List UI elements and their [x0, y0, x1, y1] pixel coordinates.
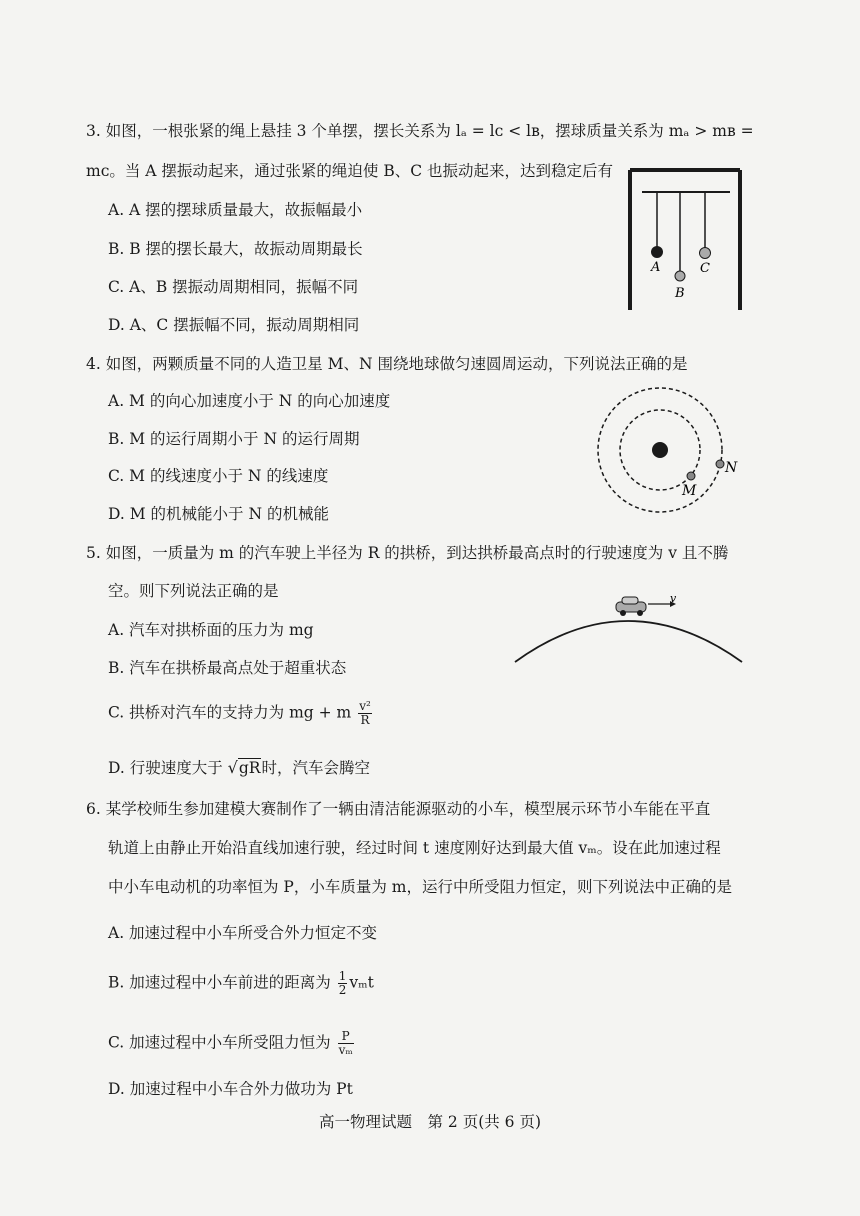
label-c: C — [700, 261, 710, 276]
q5-option-d-text: D. 行驶速度大于 — [108, 759, 228, 777]
q6-option-b-tail: vₘt — [349, 973, 374, 992]
q4-option-c: C. M 的线速度小于 N 的线速度 — [108, 467, 329, 485]
q5-option-c-text: C. 拱桥对汽车的支持力为 mg + m — [108, 703, 352, 722]
q5-option-d-tail: 时，汽车会腾空 — [261, 759, 370, 777]
satellite-orbit-figure — [590, 380, 740, 520]
label-m: M — [682, 483, 697, 499]
q5-stem-line2: 空。则下列说法正确的是 — [108, 582, 279, 600]
pendulum-figure — [620, 165, 750, 315]
q6-stem-line2: 轨道上由静止开始沿直线加速行驶，经过时间 t 速度刚好达到最大值 vₘ。设在此加速过程 — [108, 839, 721, 857]
q5-option-d — [108, 757, 370, 779]
label-b: B — [675, 286, 685, 301]
q6-option-b-text: B. 加速过程中小车前进的距离为 — [108, 973, 331, 992]
satellite-n — [716, 460, 724, 468]
q6-option-c-denominator: vₘ — [338, 1043, 353, 1057]
q3-option-b: B. B 摆的摆长最大，故振动周期最长 — [108, 240, 363, 258]
q5-option-c-fraction — [358, 700, 372, 727]
q6-option-c-text: C. 加速过程中小车所受阻力恒为 — [108, 1033, 331, 1052]
q5-option-b: B. 汽车在拱桥最高点处于超重状态 — [108, 659, 347, 677]
q6-option-b — [108, 970, 374, 997]
q6-option-c-fraction — [338, 1030, 354, 1057]
q6-option-b-fraction — [338, 970, 348, 997]
q3-option-d: D. A、C 摆振幅不同，振动周期相同 — [108, 316, 360, 334]
q5-option-c — [108, 700, 374, 727]
pendulum-ball-a — [651, 246, 663, 258]
earth — [652, 442, 668, 458]
q6-stem-line1: 6. 某学校师生参加建模大赛制作了一辆由清洁能源驱动的小车，模型展示环节小车能在平直 — [86, 800, 711, 818]
label-a: A — [651, 260, 661, 275]
satellite-m — [687, 472, 695, 480]
q6-option-b-denominator: 2 — [338, 983, 347, 997]
q5-option-c-numerator: v² — [359, 699, 371, 713]
q6-option-a: A. 加速过程中小车所受合外力恒定不变 — [108, 924, 378, 942]
q5-option-c-denominator: R — [360, 713, 370, 727]
q3-option-a: A. A 摆的摆球质量最大，故振幅最小 — [108, 201, 363, 219]
sqrt-sign: √ — [227, 758, 238, 777]
q3-stem-line1: 3. 如图，一根张紧的绳上悬挂 3 个单摆，摆长关系为 lₐ = lᴄ < lʙ，摆球质量关系为 mₐ > mʙ = — [86, 122, 754, 140]
car-icon — [616, 597, 646, 616]
q5-stem-line1: 5. 如图，一质量为 m 的汽车驶上半径为 R 的拱桥，到达拱桥最高点时的行驶速度为 v 且不腾 — [86, 544, 729, 562]
arch-bridge-figure — [510, 590, 750, 670]
bridge-arc — [515, 621, 742, 662]
q6-option-c-numerator: P — [338, 1030, 354, 1044]
q4-option-a: A. M 的向心加速度小于 N 的向心加速度 — [108, 392, 391, 410]
q6-option-b-numerator: 1 — [338, 969, 347, 983]
q5-option-a: A. 汽车对拱桥面的压力为 mg — [108, 621, 314, 639]
q4-option-d: D. M 的机械能小于 N 的机械能 — [108, 505, 329, 523]
pendulum-ball-c — [700, 248, 711, 259]
q4-option-b: B. M 的运行周期小于 N 的运行周期 — [108, 430, 360, 448]
label-n: N — [725, 460, 738, 476]
q6-stem-line3: 中小车电动机的功率恒为 P，小车质量为 m，运行中所受阻力恒定，则下列说法中正确的是 — [108, 878, 732, 896]
q5-option-d-radicand: gR — [238, 759, 261, 777]
q4-stem: 4. 如图，两颗质量不同的人造卫星 M、N 围绕地球做匀速圆周运动，下列说法正确的是 — [86, 355, 688, 373]
pendulum-ball-b — [675, 271, 685, 281]
page-footer: 高一物理试题 第 2 页(共 6 页) — [318, 1113, 542, 1131]
q3-option-c: C. A、B 摆振动周期相同，振幅不同 — [108, 278, 359, 296]
label-v: v — [670, 592, 677, 605]
q6-option-d: D. 加速过程中小车合外力做功为 Pt — [108, 1080, 353, 1098]
q3-stem-line2: mᴄ。当 A 摆振动起来，通过张紧的绳迫使 B、C 也振动起来，达到稳定后有 — [86, 162, 614, 180]
q6-option-c — [108, 1030, 356, 1057]
